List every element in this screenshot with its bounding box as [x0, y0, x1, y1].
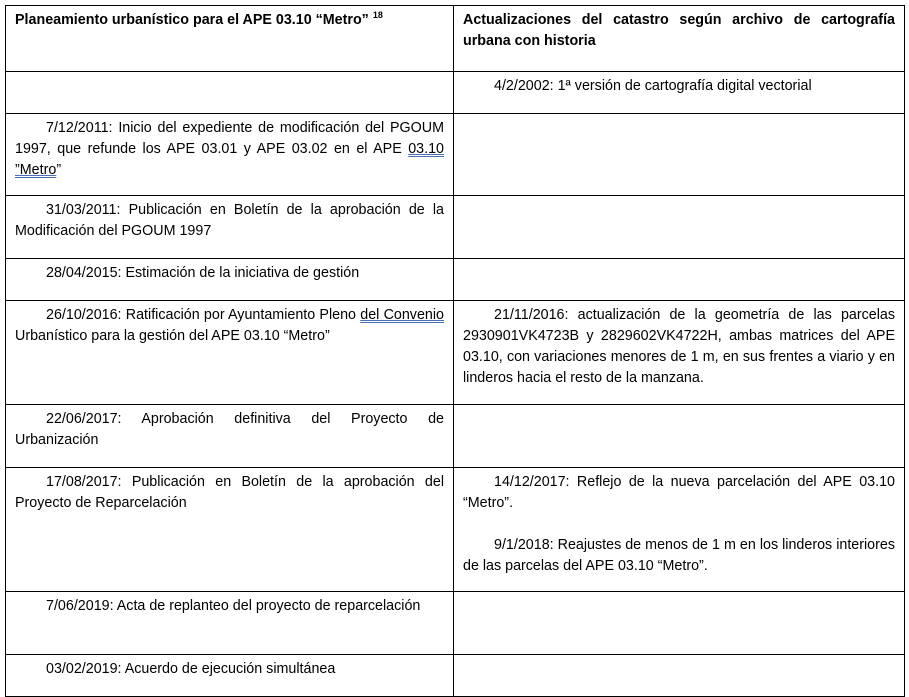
cell-right — [454, 114, 905, 196]
header-planning-label: Planeamiento urbanístico para el APE 03.10 “Metro” — [15, 12, 369, 28]
cell-right — [454, 259, 905, 301]
cell-left: 03/02/2019: Acuerdo de ejecución simultánea — [6, 655, 454, 697]
cell-left: 26/10/2016: Ratificación por Ayuntamiento Pleno del Convenio Urbanístico para la gestión del APE 03.10 “Metro” — [6, 301, 454, 405]
cell-right — [454, 196, 905, 259]
cell-right: 14/12/2017: Reflejo de la nueva parcelación del APE 03.10 “Metro”. 9/1/2018: Reajustes de menos de 1 m en los linderos interiores de las parcelas del APE 03.10 “Metro”. — [454, 468, 905, 592]
spell-mark: del Convenio — [360, 307, 444, 323]
table-header-row — [6, 6, 905, 72]
cell-right — [454, 592, 905, 655]
header-planning — [6, 6, 454, 72]
planning-cadastre-table — [5, 5, 905, 697]
table-row — [6, 259, 905, 301]
spell-mark: 03.10 ”Metro — [15, 141, 444, 178]
table-row — [6, 468, 905, 592]
cell-right: 21/11/2016: actualización de la geometría de las parcelas 2930901VK4723B y 2829602VK4722H, ambas matrices del APE 03.10, con variaciones menores de 1 m, en sus frentes a viario y en linderos hacia el resto de la manzana. — [454, 301, 905, 405]
table-row — [6, 655, 905, 697]
table-row — [6, 592, 905, 655]
cell-left: 31/03/2011: Publicación en Boletín de la aprobación de la Modificación del PGOUM 1997 — [6, 196, 454, 259]
cell-left: 7/06/2019: Acta de replanteo del proyecto de reparcelación — [6, 592, 454, 655]
cell-left: 22/06/2017: Aprobación definitiva del Proyecto de Urbanización — [6, 405, 454, 468]
cell-left: 28/04/2015: Estimación de la iniciativa de gestión — [6, 259, 454, 301]
cell-right — [454, 655, 905, 697]
cell-left: 17/08/2017: Publicación en Boletín de la aprobación del Proyecto de Reparcelación — [6, 468, 454, 592]
table-row — [6, 114, 905, 196]
table-row — [6, 301, 905, 405]
cell-left: 7/12/2011: Inicio del expediente de modificación del PGOUM 1997, que refunde los APE 03.01 y APE 03.02 en el APE 03.10 ”Metro” — [6, 114, 454, 196]
header-cadastre: Actualizaciones del catastro según archivo de cartografía urbana con historia — [454, 6, 905, 72]
table-row — [6, 405, 905, 468]
table-row — [6, 196, 905, 259]
cell-right: 4/2/2002: 1ª versión de cartografía digital vectorial — [454, 72, 905, 114]
cell-left — [6, 72, 454, 114]
table-row — [6, 72, 905, 114]
cell-right — [454, 405, 905, 468]
footnote-ref: 18 — [372, 10, 383, 20]
